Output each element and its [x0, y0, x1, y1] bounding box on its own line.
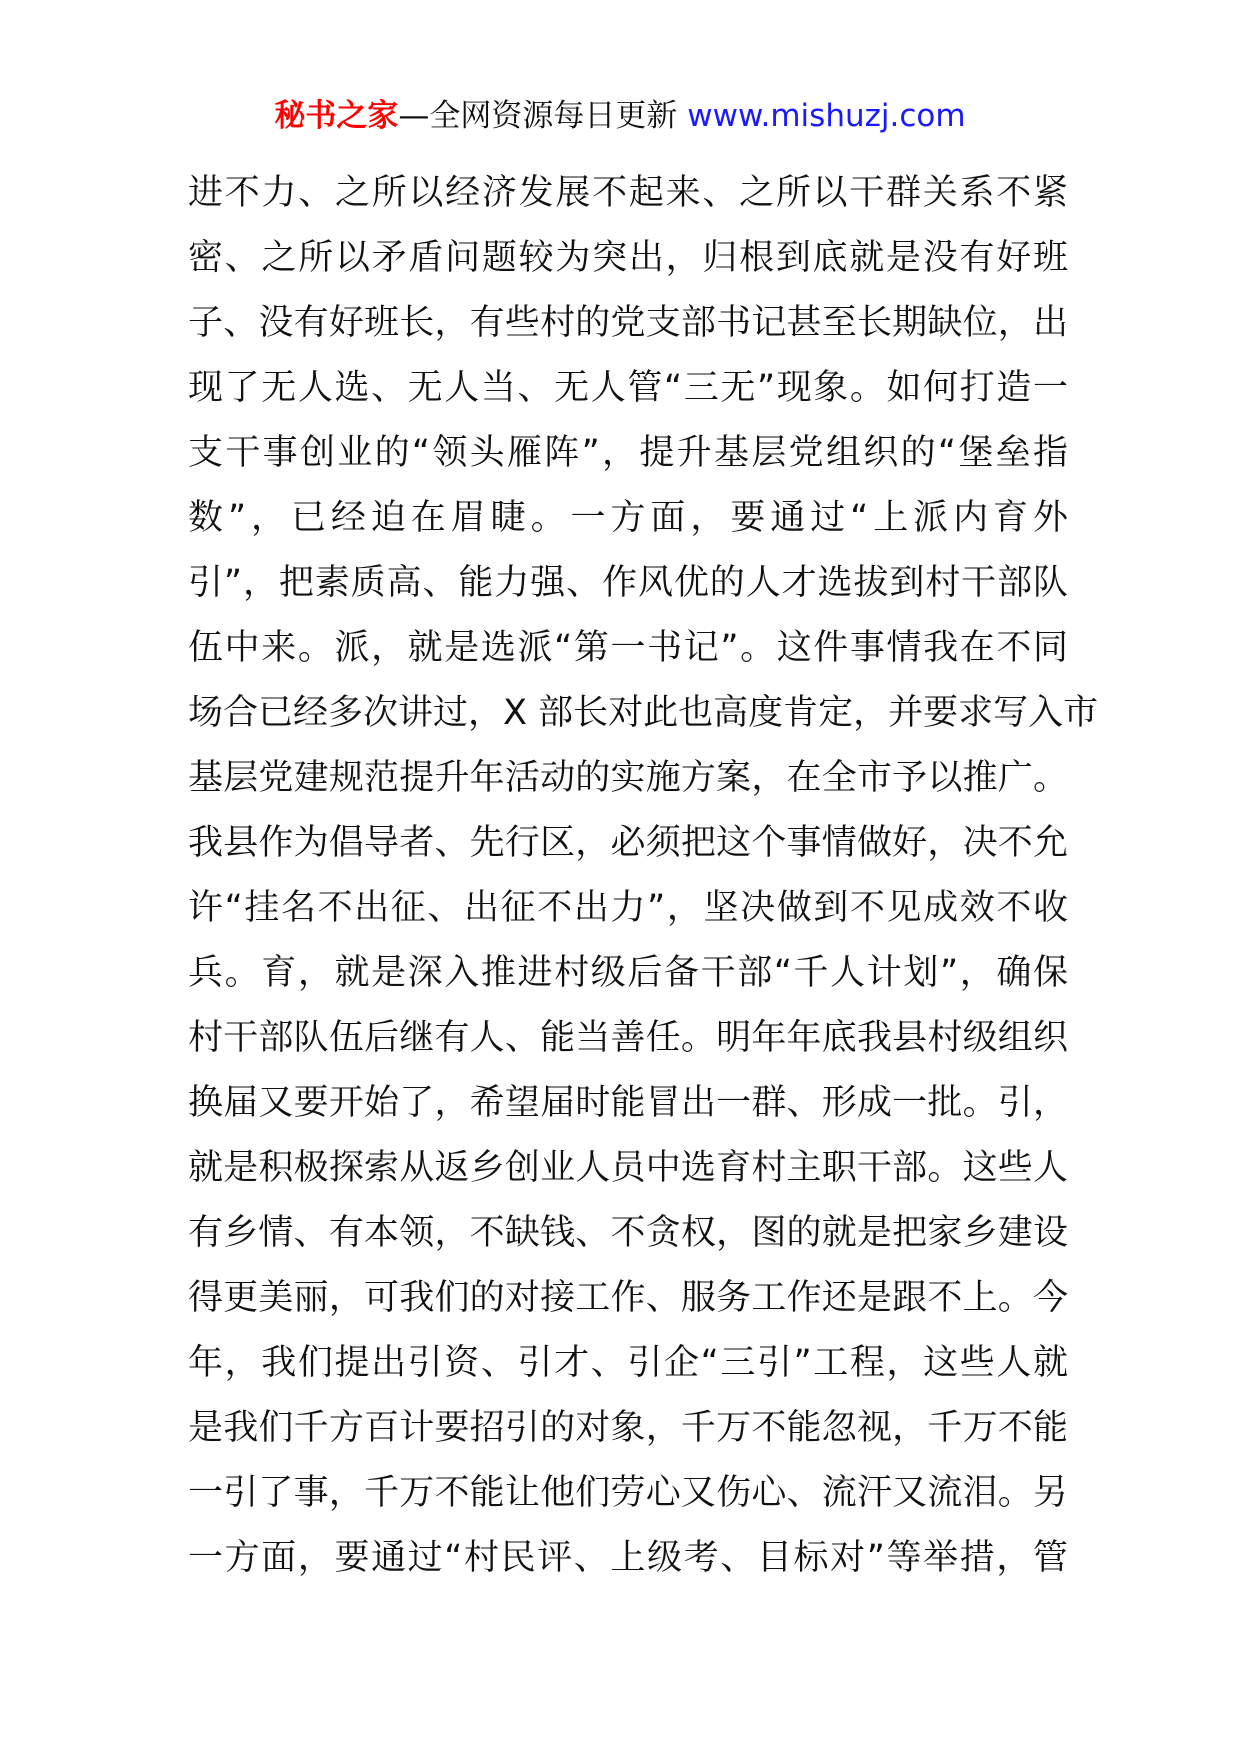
text-line: 就是积极探索从返乡创业人员中选育村主职干部。这些人 — [188, 1148, 1068, 1188]
text-line: 我县作为倡导者、先行区，必须把这个事情做好，决不允 — [188, 823, 1068, 863]
site-brand: 秘书之家 — [274, 98, 399, 134]
text-line: 是我们千方百计要招引的对象，千万不能忽视，千万不能 — [188, 1408, 1068, 1448]
text-line: 基层党建规范提升年活动的实施方案，在全市予以推广。 — [188, 758, 1068, 798]
text-line: 一方面，要通过“村民评、上级考、目标对”等举措，管 — [188, 1538, 1068, 1578]
text-line: 一引了事，千万不能让他们劳心又伤心、流汗又流泪。另 — [188, 1473, 1068, 1513]
site-url-link[interactable]: www.mishuzj.com — [687, 98, 966, 134]
text-line: 换届又要开始了，希望届时能冒出一群、形成一批。引， — [188, 1083, 1068, 1123]
text-line: 数”，已经迫在眉睫。一方面，要通过“上派内育外 — [188, 498, 1068, 538]
text-line: 伍中来。派，就是选派“第一书记”。这件事情我在不同 — [188, 628, 1068, 668]
text-line: 场合已经多次讲过，X 部长对此也高度肯定，并要求写入市 — [188, 693, 1099, 733]
text-line: 兵。育，就是深入推进村级后备干部“千人计划”，确保 — [188, 953, 1068, 993]
text-line: 年，我们提出引资、引才、引企“三引”工程，这些人就 — [188, 1343, 1068, 1383]
document-body — [188, 161, 1099, 1591]
text-line: 子、没有好班长，有些村的党支部书记甚至长期缺位，出 — [188, 303, 1068, 343]
site-tagline: —全网资源每日更新 — [398, 98, 678, 134]
page-header — [0, 96, 1240, 136]
text-line: 有乡情、有本领，不缺钱、不贪权，图的就是把家乡建设 — [188, 1213, 1068, 1253]
text-line: 得更美丽，可我们的对接工作、服务工作还是跟不上。今 — [188, 1278, 1068, 1318]
text-line: 村干部队伍后继有人、能当善任。明年年底我县村级组织 — [188, 1018, 1068, 1058]
text-line: 密、之所以矛盾问题较为突出，归根到底就是没有好班 — [188, 238, 1068, 278]
text-line: 支干事创业的“领头雁阵”，提升基层党组织的“堡垒指 — [188, 433, 1068, 473]
text-line: 引”，把素质高、能力强、作风优的人才选拔到村干部队 — [188, 563, 1068, 603]
text-line: 进不力、之所以经济发展不起来、之所以干群关系不紧 — [188, 173, 1068, 213]
text-line: 许“挂名不出征、出征不出力”，坚决做到不见成效不收 — [188, 888, 1068, 928]
text-line: 现了无人选、无人当、无人管“三无”现象。如何打造一 — [188, 368, 1068, 408]
